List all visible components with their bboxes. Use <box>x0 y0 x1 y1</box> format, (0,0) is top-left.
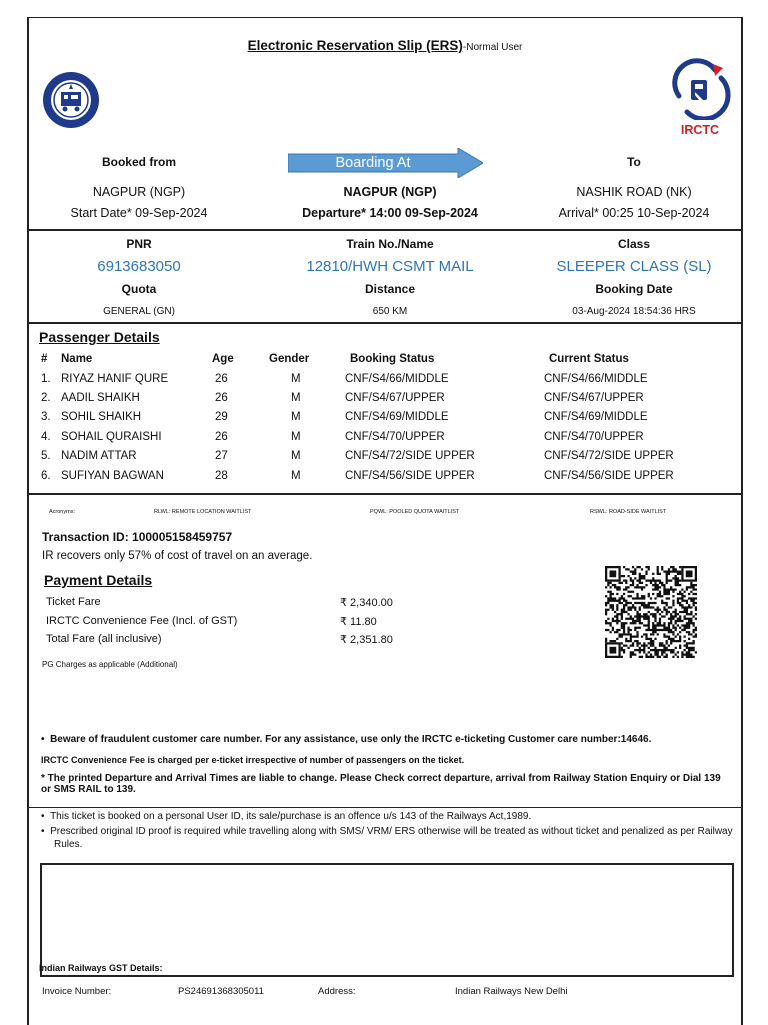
passenger-name: SOHIL SHAIKH <box>61 411 142 423</box>
divider <box>29 322 741 324</box>
divider <box>29 229 741 231</box>
col-num: # <box>41 353 48 365</box>
passenger-name: SUFIYAN BAGWAN <box>61 470 164 482</box>
divider <box>29 807 741 808</box>
total-fare-label: Total Fare (all inclusive) <box>46 633 162 645</box>
invoice-label: Invoice Number: <box>42 986 112 997</box>
passenger-booking-status: CNF/S4/69/MIDDLE <box>345 411 449 423</box>
col-booking-status: Booking Status <box>350 353 435 365</box>
document-title <box>29 38 741 53</box>
passenger-age: 29 <box>215 411 228 423</box>
acronym-rswl: RSWL: ROAD-SIDE WAITLIST <box>590 509 667 515</box>
passenger-header-row <box>39 353 739 372</box>
col-gender: Gender <box>269 353 310 365</box>
passenger-booking-status: CNF/S4/70/UPPER <box>345 431 445 443</box>
passenger-age: 26 <box>215 373 228 385</box>
boarding-station: NAGPUR (NGP) <box>343 185 437 199</box>
user-type: -Normal User <box>462 42 523 53</box>
passenger-name: RIYAZ HANIF QURE <box>61 373 169 385</box>
passenger-row <box>39 450 739 469</box>
col-current-status: Current Status <box>549 353 629 365</box>
transaction-id: Transaction ID: 100005158459757 <box>42 530 233 544</box>
invoice-number: PS24691368305011 <box>178 986 264 997</box>
passenger-row <box>39 411 739 430</box>
acronyms-label: Acronyms: <box>49 509 75 515</box>
irctc-wordmark: IRCTC <box>680 123 720 137</box>
indian-railways-logo <box>41 70 101 130</box>
gst-title: Indian Railways GST Details: <box>39 963 163 973</box>
qr-code <box>605 566 697 658</box>
qr-finder <box>606 567 619 580</box>
passenger-booking-status: CNF/S4/67/UPPER <box>345 392 445 404</box>
from-station: NAGPUR (NGP) <box>92 185 186 199</box>
quota-value: GENERAL (GN) <box>103 306 175 317</box>
distance-label: Distance <box>364 282 416 296</box>
passenger-details-title: Passenger Details <box>39 329 160 345</box>
distance-value: 650 KM <box>372 306 408 317</box>
passenger-gender: M <box>291 431 301 443</box>
id-proof-notice: • Prescribed original ID proof is required while travelling along with SMS/ VRM/ ERS otherwise will be treated as without ticket and penalized as per Railway Rules. <box>41 826 733 850</box>
passenger-row <box>39 431 739 450</box>
boarding-arrow <box>288 148 483 178</box>
divider <box>29 493 741 495</box>
personal-id-notice: • This ticket is booked on a personal User ID, its sale/purchase is an offence u/s 143 of the Railways Act,1989. <box>41 811 532 822</box>
passenger-gender: M <box>291 450 301 462</box>
passenger-current-status: CNF/S4/67/UPPER <box>544 392 644 404</box>
col-name: Name <box>61 353 93 365</box>
passenger-num: 6. <box>41 470 51 482</box>
pg-charges-note: PG Charges as applicable (Additional) <box>42 660 178 669</box>
train-value: 12810/HWH CSMT MAIL <box>306 258 474 275</box>
passenger-booking-status: CNF/S4/56/SIDE UPPER <box>345 470 475 482</box>
title-text: Electronic Reservation Slip (ERS) <box>247 38 463 53</box>
to-station: NASHIK ROAD (NK) <box>576 185 692 199</box>
payment-details-title: Payment Details <box>44 572 153 588</box>
departure-time: Departure* 14:00 09-Sep-2024 <box>302 206 478 220</box>
irctc-logo <box>665 58 735 138</box>
qr-finder <box>606 643 619 656</box>
passenger-gender: M <box>291 392 301 404</box>
passenger-num: 4. <box>41 431 51 443</box>
passenger-gender: M <box>291 373 301 385</box>
to-label: To <box>627 155 641 169</box>
acronym-pqwl: PQWL: POOLED QUOTA WAITLIST <box>370 509 460 515</box>
passenger-age: 27 <box>215 450 228 462</box>
quota-label: Quota <box>121 282 157 296</box>
boarding-label: Boarding At <box>335 155 411 171</box>
fraud-notice-text: Beware of fraudulent customer care number. For any assistance, use only the IRCTC e-ticketing Customer care number:14646. <box>50 734 652 745</box>
passenger-current-status: CNF/S4/69/MIDDLE <box>544 411 648 423</box>
id-proof-notice-text: Prescribed original ID proof is required while travelling along with SMS/ VRM/ ERS otherwise will be treated as without ticket and penalized as per Railway Rules. <box>50 826 733 850</box>
passenger-age: 28 <box>215 470 228 482</box>
passenger-name: SOHAIL QURAISHI <box>61 431 162 443</box>
passenger-gender: M <box>291 411 301 423</box>
ers-document <box>27 17 743 1025</box>
booking-date-value: 03-Aug-2024 18:54:36 HRS <box>572 306 696 317</box>
fraud-notice: • Beware of fraudulent customer care number. For any assistance, use only the IRCTC e-ticketing Customer care number:14646. <box>41 734 652 745</box>
passenger-name: AADIL SHAIKH <box>61 392 140 404</box>
fee-notice: IRCTC Convenience Fee is charged per e-ticket irrespective of number of passengers on the ticket. <box>41 755 465 765</box>
start-date: Start Date* 09-Sep-2024 <box>70 206 208 220</box>
pnr-value: 6913683050 <box>97 258 181 275</box>
passenger-age: 26 <box>215 431 228 443</box>
recovery-note: IR recovers only 57% of cost of travel on an average. <box>42 550 313 562</box>
passenger-num: 1. <box>41 373 51 385</box>
passenger-row <box>39 470 739 489</box>
passenger-num: 5. <box>41 450 51 462</box>
personal-id-notice-text: This ticket is booked on a personal User ID, its sale/purchase is an offence u/s 143 of the Railways Act,1989. <box>50 811 532 822</box>
passenger-row <box>39 392 739 411</box>
passenger-current-status: CNF/S4/72/SIDE UPPER <box>544 450 674 462</box>
passenger-num: 2. <box>41 392 51 404</box>
class-label: Class <box>617 237 651 251</box>
qr-finder <box>682 567 695 580</box>
address-value: Indian Railways New Delhi <box>455 986 568 997</box>
arrival-time: Arrival* 00:25 10-Sep-2024 <box>558 206 710 220</box>
booking-date-label: Booking Date <box>595 282 673 296</box>
passenger-age: 26 <box>215 392 228 404</box>
convenience-fee-label: IRCTC Convenience Fee (Incl. of GST) <box>46 615 238 627</box>
times-notice: * The printed Departure and Arrival Times are liable to change. Please Check correct departure, arrival from Railway Station Enquiry or Dial 139 or SMS RAIL to 139. <box>41 773 721 795</box>
pnr-label: PNR <box>126 237 152 251</box>
passenger-current-status: CNF/S4/56/SIDE UPPER <box>544 470 674 482</box>
ticket-fare-label: Ticket Fare <box>46 596 101 608</box>
address-label: Address: <box>318 986 356 997</box>
convenience-fee-value: ₹ 11.80 <box>340 616 377 628</box>
passenger-gender: M <box>291 470 301 482</box>
blank-box <box>40 863 734 977</box>
total-fare-value: ₹ 2,351.80 <box>340 634 393 646</box>
passenger-booking-status: CNF/S4/66/MIDDLE <box>345 373 449 385</box>
passenger-current-status: CNF/S4/66/MIDDLE <box>544 373 648 385</box>
train-label: Train No./Name <box>346 237 434 251</box>
passenger-row <box>39 373 739 392</box>
passenger-name: NADIM ATTAR <box>61 450 137 462</box>
passenger-booking-status: CNF/S4/72/SIDE UPPER <box>345 450 475 462</box>
passenger-num: 3. <box>41 411 51 423</box>
ticket-fare-value: ₹ 2,340.00 <box>340 597 393 609</box>
acronym-rlwl: RLWL: REMOTE LOCATION WAITLIST <box>154 509 252 515</box>
class-value: SLEEPER CLASS (SL) <box>556 258 712 275</box>
passenger-current-status: CNF/S4/70/UPPER <box>544 431 644 443</box>
col-age: Age <box>212 353 234 365</box>
from-label: Booked from <box>101 155 176 169</box>
